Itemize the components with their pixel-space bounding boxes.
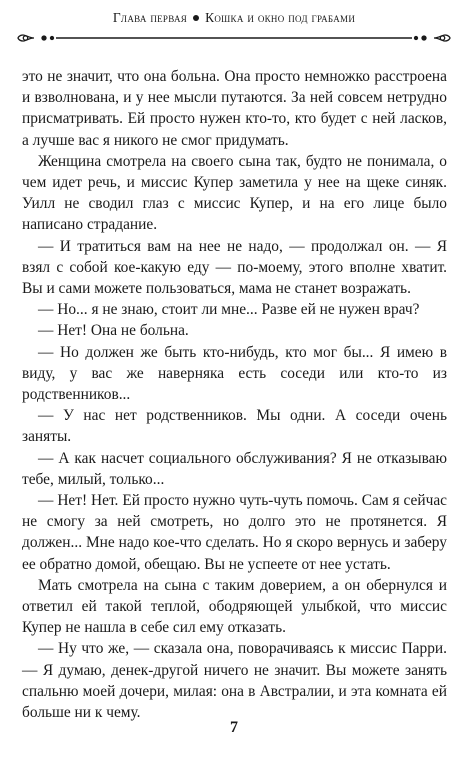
paragraph: — Нет! Она не больна. — [38, 322, 189, 340]
paragraph: — Ну что же, — сказала она, поворачиваясь к миссис Парри. — Я думаю, денек-другой ничего не значит. Вы можете занять спальню моей дочери, милая: она в Австралии, и эта комната ей больше ни к чему. — [22, 640, 447, 722]
header-rule-ornament — [16, 30, 452, 46]
paragraph: — Нет! Нет. Ей просто нужно чуть-чуть помочь. Сам я сейчас не смогу за ней смотреть, но долго это не протянется. Я должен... Мне надо кое-что сделать. Но я скоро вернусь и заберу ее обратно домой, обещаю. Вы не успеете от нее устать. — [22, 492, 447, 573]
running-header — [0, 10, 468, 30]
paragraph: — Но должен же быть кто-нибудь, кто мог бы... Я имею в виду, у вас же наверняка есть соседи или кто-то из родственников... — [22, 343, 447, 404]
paragraph: — Но... я не знаю, стоит ли мне... Разве ей не нужен врач? — [38, 301, 420, 319]
paragraph: — И тратиться вам на нее не надо, — продолжал он. — Я взял с собой кое-какую еду — по-моему, этого вполне хватит. Вы и сами можете пользоваться, мама не станет возражать. — [22, 237, 447, 298]
chapter-label: Глава первая — [112, 10, 188, 25]
paragraph: — У нас нет родственников. Мы одни. А соседи очень заняты. — [22, 407, 447, 446]
bullet-icon — [193, 15, 199, 21]
page-body-text — [22, 66, 447, 723]
paragraph: это не значит, что она больна. Она просто немножко расстроена и взволнована, и у нее мысли путаются. За ней совсем нетрудно присматривать. Ей просто нужен кто-то, кто будет с ней ласков, а лучше вас я никого не смог придумать. — [22, 68, 447, 149]
paragraph: Женщина смотрела на своего сына так, будто не понимала, о чем идет речь, и миссис Купер заметила у нее на щеке синяк. Уилл не сводил глаз с миссис Купер, и на его лице было написано страдание. — [22, 152, 447, 234]
paragraph: — А как насчет социального обслуживания? Я не отказываю тебе, милый, только... — [22, 449, 447, 488]
paragraph: Мать смотрела на сына с таким доверием, а он обернулся и ответил ей такой теплой, ободряющей улыбкой, что миссис Купер не нашла в себе сил ему отказать. — [22, 576, 447, 637]
page-number: 7 — [230, 719, 238, 736]
chapter-title: Кошка и окно под грабами — [205, 10, 356, 25]
scroll-ornament-icon — [415, 35, 451, 41]
scroll-ornament-icon — [18, 35, 54, 41]
